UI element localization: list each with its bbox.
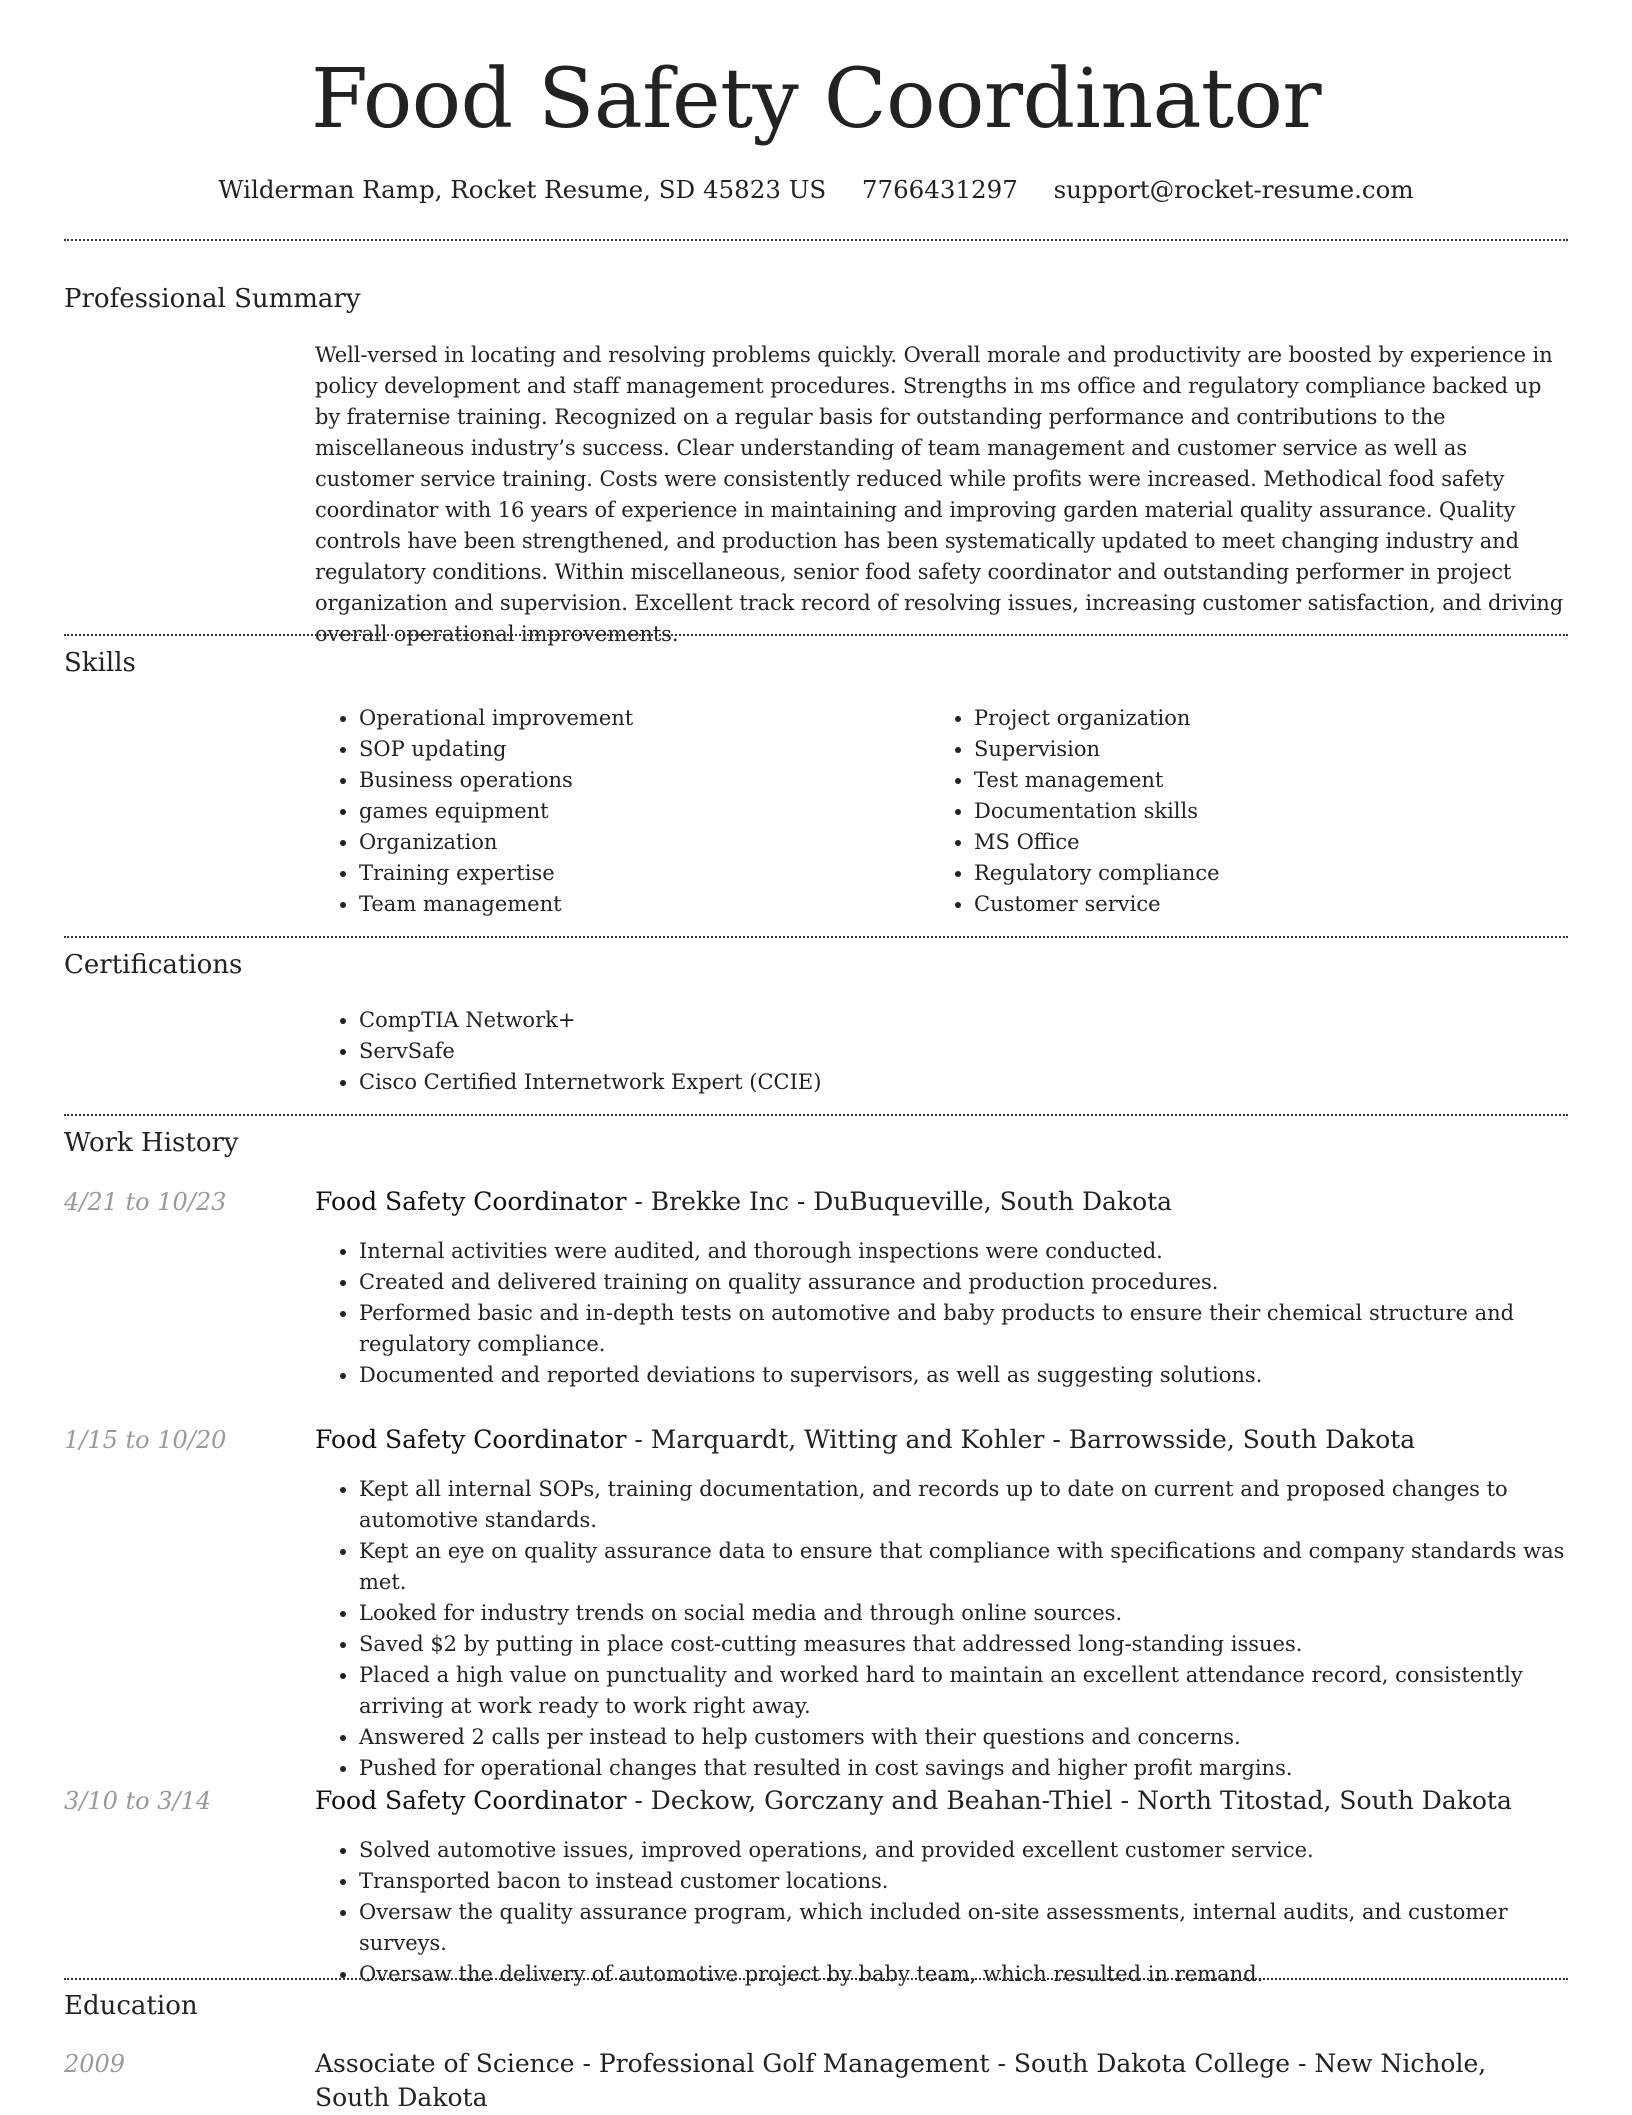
skill-item: • SOP updating	[359, 734, 915, 765]
job-company: - Marquardt, Witting and Kohler - Barrowsside, South Dakota	[626, 1425, 1416, 1454]
job-position: Food Safety Coordinator	[315, 1425, 627, 1454]
skill-item: • Business operations	[359, 765, 915, 796]
section-divider	[64, 634, 1568, 636]
certification-item: • Cisco Certified Internetwork Expert (CCIE)	[359, 1067, 1568, 1098]
summary-heading: Professional Summary	[64, 284, 361, 314]
section-divider	[64, 1114, 1568, 1116]
job-bullet: • Answered 2 calls per instead to help customers with their questions and concerns.	[359, 1722, 1568, 1753]
skill-item: • Team management	[359, 889, 915, 920]
section-divider	[64, 1978, 1568, 1980]
skill-item: • Operational improvement	[359, 703, 915, 734]
candidate-name: Food Safety Coordinator	[310, 52, 1322, 147]
skill-item: • Organization	[359, 827, 915, 858]
job-bullet: • Documented and reported deviations to supervisors, as well as suggesting solutions.	[359, 1360, 1568, 1391]
contact-address: Wilderman Ramp, Rocket Resume, SD 45823 US	[218, 175, 827, 204]
section-divider	[64, 239, 1568, 241]
certifications-list	[315, 1005, 1568, 1098]
skills-column-left	[315, 703, 915, 920]
certification-item: • CompTIA Network+	[359, 1005, 1568, 1036]
job-bullets	[315, 1835, 1568, 1990]
contact-line	[0, 175, 1632, 205]
skill-item: • Documentation skills	[974, 796, 1530, 827]
job-company: - Brekke Inc - DuBuqueville, South Dakota	[626, 1187, 1173, 1216]
skill-item: • MS Office	[974, 827, 1530, 858]
job-bullet: • Kept an eye on quality assurance data to ensure that compliance with specifications and company standards was met.	[359, 1536, 1568, 1598]
education-year: 2009	[64, 2050, 126, 2078]
job-title	[315, 1784, 1568, 1818]
job-bullet: • Saved $2 by putting in place cost-cutting measures that addressed long-standing issues.	[359, 1629, 1568, 1660]
certifications-heading: Certifications	[64, 950, 243, 980]
skill-item: • Training expertise	[359, 858, 915, 889]
summary-body	[315, 340, 1568, 650]
job-bullets	[315, 1474, 1568, 1784]
job-bullet: • Performed basic and in-depth tests on automotive and baby products to ensure their chemical structure and regulatory compliance.	[359, 1298, 1568, 1360]
job-company: - Deckow, Gorczany and Beahan-Thiel - North Titostad, South Dakota	[626, 1786, 1512, 1815]
certification-item: • ServSafe	[359, 1036, 1568, 1067]
job-bullet: • Solved automotive issues, improved operations, and provided excellent customer service.	[359, 1835, 1568, 1866]
skill-item: • Regulatory compliance	[974, 858, 1530, 889]
job-dates: 3/10 to 3/14	[64, 1787, 212, 1815]
skills-heading: Skills	[64, 648, 136, 678]
job-bullet: • Internal activities were audited, and thorough inspections were conducted.	[359, 1236, 1568, 1267]
job-bullet: • Transported bacon to instead customer locations.	[359, 1866, 1568, 1897]
skill-item: • Supervision	[974, 734, 1530, 765]
job-position: Food Safety Coordinator	[315, 1786, 627, 1815]
skill-item: • Customer service	[974, 889, 1530, 920]
job-bullet: • Created and delivered training on quality assurance and production procedures.	[359, 1267, 1568, 1298]
job-bullet: • Pushed for operational changes that resulted in cost savings and higher profit margins.	[359, 1753, 1568, 1784]
work-history-heading: Work History	[64, 1128, 239, 1158]
job-dates: 4/21 to 10/23	[64, 1188, 227, 1216]
job-bullets	[315, 1236, 1568, 1391]
contact-phone: 7766431297	[861, 175, 1018, 204]
job-bullet: • Oversaw the quality assurance program, which included on-site assessments, internal audits, and customer surveys.	[359, 1897, 1568, 1959]
summary-text: Well-versed in locating and resolving problems quickly. Overall morale and productivity are boosted by experience in policy development and staff management procedures. Strengths in ms office and regulatory compliance backed up by fraternise training. Recognized on a regular basis for outstanding performance and contributions to the miscellaneous industry’s success. Clear understanding of team management and customer service as well as customer service training. Costs were consistently reduced while profits were increased. Methodical food safety coordinator with 16 years of experience in maintaining and improving garden material quality assurance. Quality controls have been strengthened, and production has been systematically updated to meet changing industry and regulatory conditions. Within miscellaneous, senior food safety coordinator and outstanding performer in project organization and supervision. Excellent track record of resolving issues, increasing customer satisfaction, and driving overall operational improvements.	[315, 343, 1564, 646]
job-bullet: • Kept all internal SOPs, training documentation, and records up to date on current and proposed changes to automotive standards.	[359, 1474, 1568, 1536]
job-bullet: • Looked for industry trends on social media and through online sources.	[359, 1598, 1568, 1629]
education-heading: Education	[64, 1991, 198, 2021]
job-title	[315, 1185, 1568, 1219]
skill-item: • Project organization	[974, 703, 1530, 734]
job-bullet: • Placed a high value on punctuality and worked hard to maintain an excellent attendance record, consistently arriving at work ready to work right away.	[359, 1660, 1568, 1722]
skill-item: • games equipment	[359, 796, 915, 827]
contact-email[interactable]: support@rocket-resume.com	[1053, 175, 1414, 204]
job-position: Food Safety Coordinator	[315, 1187, 627, 1216]
skill-item: • Test management	[974, 765, 1530, 796]
job-bullet: • Oversaw the delivery of automotive project by baby team, which resulted in remand.	[359, 1959, 1568, 1990]
education-entry: Associate of Science - Professional Golf Management - South Dakota College - New Nichole, South Dakota	[315, 2049, 1487, 2112]
job-dates: 1/15 to 10/20	[64, 1426, 227, 1454]
section-divider	[64, 936, 1568, 938]
skills-column-right	[930, 703, 1530, 920]
job-title	[315, 1423, 1568, 1457]
